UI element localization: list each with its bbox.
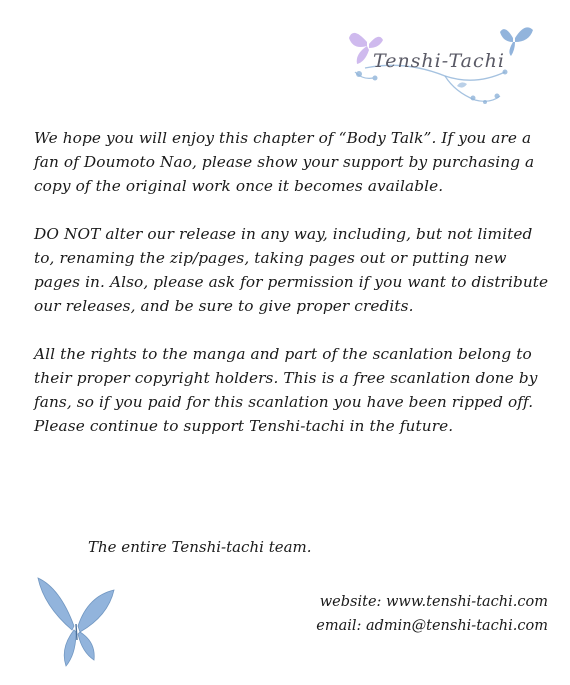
signature: The entire Tenshi-tachi team. <box>88 538 312 556</box>
contact-info <box>316 590 548 638</box>
email-link[interactable]: email: admin@tenshi-tachi.com <box>316 618 548 634</box>
tenshi-tachi-logo <box>345 20 540 115</box>
logo-text: Tenshi-Tachi <box>373 50 505 72</box>
paragraph-intro: We hope you will enjoy this chapter of “Body Talk”. If you are a fan of Doumoto Nao, please show your support by purchasing a copy of the original work once it becomes available. <box>34 129 535 195</box>
notice-body <box>34 126 554 462</box>
paragraph-distribution: DO NOT alter our release in any way, including, but not limited to, renaming the zip/pages, taking pages out or putting new pages in. Also, please ask for permission if you want to distribute our releases, and be sure to give proper credits. <box>34 225 549 315</box>
paragraph-rights: All the rights to the manga and part of the scanlation belong to their proper copyright holders. This is a free scanlation done by fans, so if you paid for this scanlation you have been ripped off. Please continue to support Tenshi-tachi in the future. <box>34 345 538 435</box>
website-link[interactable]: website: www.tenshi-tachi.com <box>319 594 548 610</box>
blue-butterfly-icon <box>30 570 125 670</box>
